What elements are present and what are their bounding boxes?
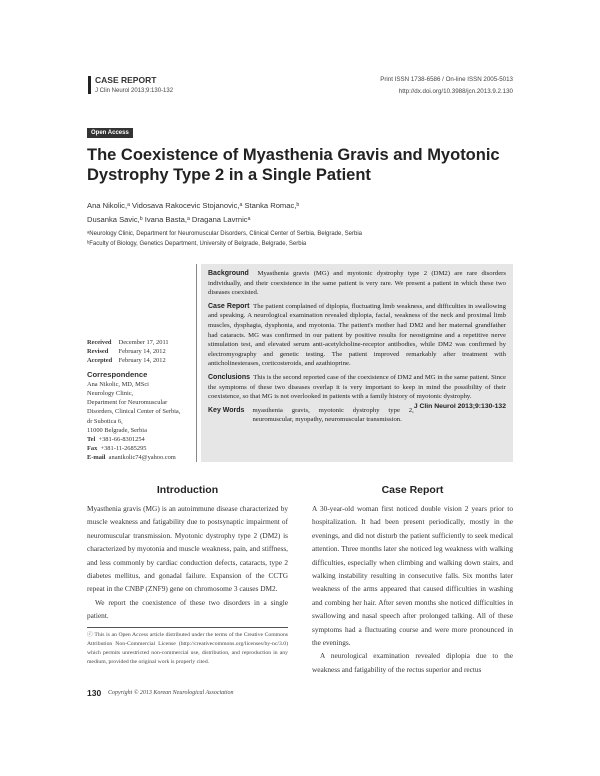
abstract-citation: J Clin Neurol 2013;9:130-132 [413, 402, 506, 410]
paragraph: Myasthenia gravis (MG) is an autoimmune disease characterized by muscle weakness and fatigability due to postsynaptic impairment of neuromuscular transmission. Myotonic dystrophy type 2 (DM2) is characterized by myotonia and muscle weakness, pain, and stiffness, and less commonly by cardiac conduction defects, cataracts, type 2 diabetes mellitus, and gonadal failure. Expansion of the CCTG repeat in the CNBP (ZNF9) gene on chromosome 3 causes DM2. [87, 504, 288, 594]
affiliation: ᵇFaculty of Biology, Genetics Department, University of Belgrade, Belgrade, Serbia [87, 241, 307, 247]
license-footnote: ⓒ This is an Open Access article distributed under the terms of the Creative Commons Attribution Non-Commercial License (http://creativecommons.org/licenses/by-nc/3.0) which permits unrestricted non-commercial use, distribution, and reproduction in any medium, provided the original work is properly cited. [87, 632, 288, 665]
phone: +381-66-8301254 [98, 436, 145, 444]
label: Tel [87, 436, 96, 444]
corr-name: Ana Nikolic, MD, MSci [87, 380, 149, 388]
revised-date: February 14, 2012 [118, 348, 166, 356]
copyright: Copyright © 2013 Korean Neurological Association [108, 690, 234, 696]
corr-address: dr Subotica 6, [87, 417, 123, 425]
corr-address: 11000 Belgrade, Serbia [87, 426, 147, 434]
header-bar [88, 76, 91, 94]
open-access-badge: Open Access [87, 128, 133, 138]
paragraph: A neurological examination revealed diplopia due to the weakness and fatigability of the rectus superior and rectus [312, 651, 513, 674]
section-label: CASE REPORT [95, 75, 157, 85]
article-info-sidebar [87, 338, 195, 463]
label: Accepted [87, 357, 113, 365]
abstract-label: Background [208, 270, 249, 277]
affiliation: ᵃNeurology Clinic, Department for Neuromuscular Disorders, Clinical Center of Serbia, Belgrade, Serbia [87, 231, 363, 237]
paragraph: A 30-year-old woman first noticed double vision 2 years prior to hospitalization. It had been present periodically, mostly in the evenings, and did not disturb the patient sufficiently to seek medical attention. Three months later she noticed leg weakness with walking difficulties, especially when climbing and walking down stairs, and walking instability resulting in consecutive falls. Six months later weakness of the arms appeared that caused difficulties in washing and combing her hair. After seven months she noticed difficulties in swallowing and nasal speech after prolonged talking. All of these symptoms had a fluctuating course and were more pronounced in the evenings. [312, 504, 513, 648]
label: E-mail [87, 454, 106, 462]
abstract-label: Case Report [208, 302, 250, 310]
keywords-label: Key Words [208, 406, 245, 414]
received-date: December 17, 2011 [118, 339, 169, 346]
email-link[interactable]: ananikolic74@yahoo.com [108, 454, 176, 462]
corr-address: Department for Neuromuscular [87, 399, 168, 407]
paragraph: We report the coexistence of these two disorders in a single patient. [87, 597, 288, 621]
abstract-box [201, 264, 513, 462]
correspondence-heading: Correspondence [87, 369, 148, 379]
footnote-rule [87, 627, 288, 628]
introduction-heading: Introduction [156, 484, 219, 496]
abstract-case: The patient complained of diplopia, fluctuating limb weakness, and difficulties in swallowing and speaking. A neurological examination revealed diplopia, facial, weakness of the neck and proximal limb muscles, dysphagia, dysphonia, and myotonia. The patient's mother had DM2 and her maternal grandfather had cataracts. MG was confirmed in our patient by positive results for neostigmine and a repetitive nerve stimulation test, and elevated serum anti-acetylcholine-receptor antibodies, while DM2 was confirmed by electromyography and genetic testing. The patient improved remarkably after treatment with anticholinesterases, corticosteroids, and azathioprine. [208, 302, 506, 368]
authors-line: Ana Nikolic,ᵃ Vidosava Rakocevic Stojanovic,ᵃ Stanka Romac,ᵇ [87, 201, 300, 210]
abstract-background: Myasthenia gravis (MG) and myotonic dystrophy type 2 (DM2) are rare disorders individually, and their coexistence in the same patient is very rare. We present a patient in which these two diseases coexisted. [208, 270, 506, 297]
article-title: The Coexistence of Myasthenia Gravis and Myotonic Dystrophy Type 2 in a Single Patient [87, 146, 500, 184]
accepted-date: February 14, 2012 [118, 357, 166, 365]
authors-line: Dusanka Savic,ᵇ Ivana Basta,ᵃ Dragana Lavrnicᵃ [87, 215, 251, 224]
divider [196, 264, 197, 462]
label: Revised [87, 348, 109, 356]
case-report-heading: Case Report [381, 484, 444, 496]
issn: Print ISSN 1738-6586 / On-line ISSN 2005-5013 [380, 76, 513, 83]
doi-link[interactable]: http://dx.doi.org/10.3988/jcn.2013.9.2.130 [398, 88, 513, 95]
label: Fax [87, 445, 98, 453]
keywords: myasthenia gravis, myotonic dystrophy type 2, neuromuscular, myopathy, neuromuscular transmission. [252, 406, 414, 424]
case-report-text [312, 502, 513, 676]
journal-citation: J Clin Neurol 2013;9:130-132 [95, 88, 174, 94]
corr-address: Disorders, Clinical Center of Serbia, [87, 408, 181, 416]
authors [87, 199, 299, 227]
affiliations [87, 229, 362, 249]
corr-address: Neurology Clinic, [87, 390, 134, 398]
abstract-label: Conclusions [208, 373, 251, 381]
label: Received [87, 339, 112, 346]
introduction-text [87, 502, 288, 623]
abstract-conclusions: This is the second reported case of the coexistence of DM2 and MG in the same patient. Since the symptoms of these two diseases overlap it is very important to keep in mind the possibility of their coexistence, so that MG is not overlooked in patients with a family history of myotonic dystrophy. [208, 373, 506, 401]
fax: +381-11-2685295 [100, 445, 147, 453]
page-number: 130 [87, 688, 102, 698]
